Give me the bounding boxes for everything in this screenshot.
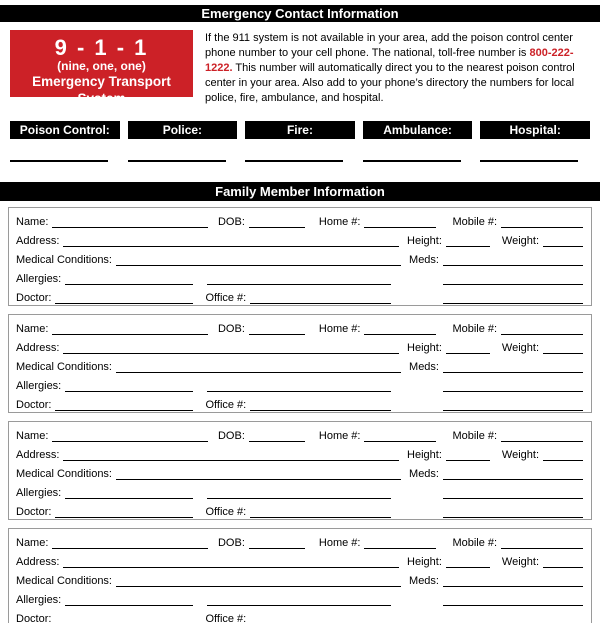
name-label: Name: (16, 430, 49, 442)
member-row-medical (16, 250, 583, 269)
office-phone-label: Office #: (205, 613, 247, 623)
member-row-medical (16, 571, 583, 590)
meds-extra-field-1[interactable] (443, 497, 583, 499)
doctor-field[interactable] (55, 409, 193, 411)
home-phone-label: Home #: (318, 430, 361, 442)
name-field[interactable] (52, 440, 208, 442)
intro-text (205, 30, 590, 106)
meds-extra-field-1[interactable] (443, 283, 583, 285)
office-phone-field[interactable] (250, 409, 391, 411)
family-member-block (8, 314, 592, 413)
address-label: Address: (16, 449, 60, 461)
dob-field[interactable] (249, 547, 305, 549)
meds-field[interactable] (443, 478, 583, 480)
member-row-allergies (16, 376, 583, 395)
contact-col-hospital (480, 121, 590, 162)
family-member-block (8, 528, 592, 623)
member-row-address (16, 445, 583, 464)
mobile-phone-label: Mobile #: (452, 323, 498, 335)
member-row-identity (16, 533, 583, 552)
office-phone-field[interactable] (250, 302, 391, 304)
medical-conditions-label: Medical Conditions: (16, 361, 112, 373)
allergies-label: Allergies: (16, 594, 62, 606)
911-badge (10, 30, 193, 106)
member-row-allergies (16, 483, 583, 502)
home-phone-field[interactable] (364, 333, 436, 335)
weight-field[interactable] (543, 352, 583, 354)
mobile-phone-field[interactable] (501, 547, 583, 549)
allergies-label: Allergies: (16, 273, 62, 285)
weight-label: Weight: (501, 342, 539, 354)
name-field[interactable] (52, 547, 208, 549)
meds-extra-field-1[interactable] (443, 604, 583, 606)
home-phone-label: Home #: (318, 537, 361, 549)
allergies-label: Allergies: (16, 380, 62, 392)
fire-number-field[interactable] (245, 160, 343, 162)
meds-extra-field-1[interactable] (443, 390, 583, 392)
mobile-phone-field[interactable] (501, 226, 583, 228)
height-label: Height: (407, 556, 442, 568)
allergies-field[interactable] (65, 604, 193, 606)
allergies-extra-field[interactable] (207, 390, 391, 392)
allergies-field[interactable] (65, 283, 193, 285)
section-header-family (0, 182, 600, 201)
dob-field[interactable] (249, 440, 305, 442)
home-phone-label: Home #: (318, 216, 361, 228)
member-row-allergies (16, 590, 583, 609)
contact-label-police: Police: (128, 121, 238, 139)
contact-numbers-section (10, 121, 590, 162)
height-field[interactable] (446, 245, 490, 247)
weight-field[interactable] (543, 459, 583, 461)
height-label: Height: (407, 449, 442, 461)
member-row-medical (16, 357, 583, 376)
office-phone-field[interactable] (250, 516, 391, 518)
dob-field[interactable] (249, 333, 305, 335)
medical-conditions-field[interactable] (116, 478, 401, 480)
member-row-address (16, 552, 583, 571)
emergency-intro-section (10, 30, 590, 106)
doctor-field[interactable] (55, 516, 193, 518)
height-label: Height: (407, 235, 442, 247)
name-label: Name: (16, 216, 49, 228)
height-field[interactable] (446, 352, 490, 354)
mobile-phone-field[interactable] (501, 440, 583, 442)
meds-label: Meds: (409, 468, 439, 480)
member-row-doctor (16, 288, 583, 307)
dob-label: DOB: (217, 216, 245, 228)
family-member-block (8, 421, 592, 520)
meds-extra-field-2[interactable] (443, 516, 583, 518)
allergies-label: Allergies: (16, 487, 62, 499)
member-row-doctor (16, 395, 583, 414)
meds-extra-field-2[interactable] (443, 409, 583, 411)
address-field[interactable] (63, 352, 399, 354)
doctor-label: Doctor: (16, 292, 52, 304)
911-pronunciation: (nine, one, one) (57, 59, 146, 73)
office-phone-label: Office #: (205, 506, 247, 518)
poison-control-phone: 800-222-1222. (205, 47, 574, 74)
medical-conditions-field[interactable] (116, 585, 401, 587)
member-row-identity (16, 319, 583, 338)
911-number: 9 - 1 - 1 (54, 35, 149, 60)
height-field[interactable] (446, 566, 490, 568)
name-label: Name: (16, 537, 49, 549)
family-members (8, 207, 592, 623)
address-label: Address: (16, 235, 60, 247)
mobile-phone-label: Mobile #: (452, 537, 498, 549)
dob-label: DOB: (217, 430, 245, 442)
contact-label-ambulance: Ambulance: (363, 121, 473, 139)
allergies-field[interactable] (65, 390, 193, 392)
dob-label: DOB: (217, 323, 245, 335)
member-row-doctor (16, 609, 583, 623)
name-field[interactable] (52, 333, 208, 335)
911-caption: Emergency Transport System (32, 74, 171, 106)
height-label: Height: (407, 342, 442, 354)
office-phone-label: Office #: (205, 399, 247, 411)
height-field[interactable] (446, 459, 490, 461)
dob-field[interactable] (249, 226, 305, 228)
medical-conditions-field[interactable] (116, 371, 401, 373)
contact-label-poison-control: Poison Control: (10, 121, 120, 139)
address-label: Address: (16, 556, 60, 568)
address-field[interactable] (63, 459, 399, 461)
weight-label: Weight: (501, 556, 539, 568)
name-field[interactable] (52, 226, 208, 228)
meds-label: Meds: (409, 254, 439, 266)
family-section-title: Family Member Information (215, 184, 385, 199)
member-row-doctor (16, 502, 583, 521)
home-phone-label: Home #: (318, 323, 361, 335)
mobile-phone-field[interactable] (501, 333, 583, 335)
meds-field[interactable] (443, 371, 583, 373)
home-phone-field[interactable] (364, 226, 436, 228)
medical-conditions-label: Medical Conditions: (16, 575, 112, 587)
weight-label: Weight: (501, 449, 539, 461)
doctor-label: Doctor: (16, 399, 52, 411)
member-row-allergies (16, 269, 583, 288)
meds-extra-field-2[interactable] (443, 302, 583, 304)
address-field[interactable] (63, 566, 399, 568)
poison-control-number-field[interactable] (10, 160, 108, 162)
ambulance-number-field[interactable] (363, 160, 461, 162)
meds-field[interactable] (443, 585, 583, 587)
contact-col-ambulance (363, 121, 473, 162)
police-number-field[interactable] (128, 160, 226, 162)
contact-col-police (128, 121, 238, 162)
emergency-section-title: Emergency Contact Information (201, 6, 399, 21)
address-label: Address: (16, 342, 60, 354)
meds-label: Meds: (409, 361, 439, 373)
mobile-phone-label: Mobile #: (452, 430, 498, 442)
home-phone-field[interactable] (364, 547, 436, 549)
doctor-label: Doctor: (16, 506, 52, 518)
meds-label: Meds: (409, 575, 439, 587)
intro-text-after: This number will automatically direct you to the nearest poison control center in your area. Also add to your phone’s directory the numbers for local police, fire, ambulance, and hospital. (205, 62, 575, 104)
medical-conditions-label: Medical Conditions: (16, 468, 112, 480)
allergies-extra-field[interactable] (207, 497, 391, 499)
doctor-field[interactable] (55, 302, 193, 304)
home-phone-field[interactable] (364, 440, 436, 442)
contact-label-fire: Fire: (245, 121, 355, 139)
member-row-identity (16, 426, 583, 445)
dob-label: DOB: (217, 537, 245, 549)
weight-field[interactable] (543, 566, 583, 568)
address-field[interactable] (63, 245, 399, 247)
meds-field[interactable] (443, 264, 583, 266)
member-row-identity (16, 212, 583, 231)
family-member-block (8, 207, 592, 306)
hospital-number-field[interactable] (480, 160, 578, 162)
medical-conditions-label: Medical Conditions: (16, 254, 112, 266)
office-phone-label: Office #: (205, 292, 247, 304)
allergies-field[interactable] (65, 497, 193, 499)
member-row-address (16, 231, 583, 250)
intro-text-before: If the 911 system is not available in your area, add the poison control center phone number to your cell phone. The national, toll-free number is (205, 32, 573, 59)
weight-label: Weight: (501, 235, 539, 247)
name-label: Name: (16, 323, 49, 335)
contact-col-poison-control (10, 121, 120, 162)
member-row-address (16, 338, 583, 357)
allergies-extra-field[interactable] (207, 283, 391, 285)
weight-field[interactable] (543, 245, 583, 247)
member-row-medical (16, 464, 583, 483)
medical-conditions-field[interactable] (116, 264, 401, 266)
allergies-extra-field[interactable] (207, 604, 391, 606)
contact-label-hospital: Hospital: (480, 121, 590, 139)
section-header-emergency (0, 5, 600, 22)
contact-col-fire (245, 121, 355, 162)
doctor-label: Doctor: (16, 613, 52, 623)
mobile-phone-label: Mobile #: (452, 216, 498, 228)
